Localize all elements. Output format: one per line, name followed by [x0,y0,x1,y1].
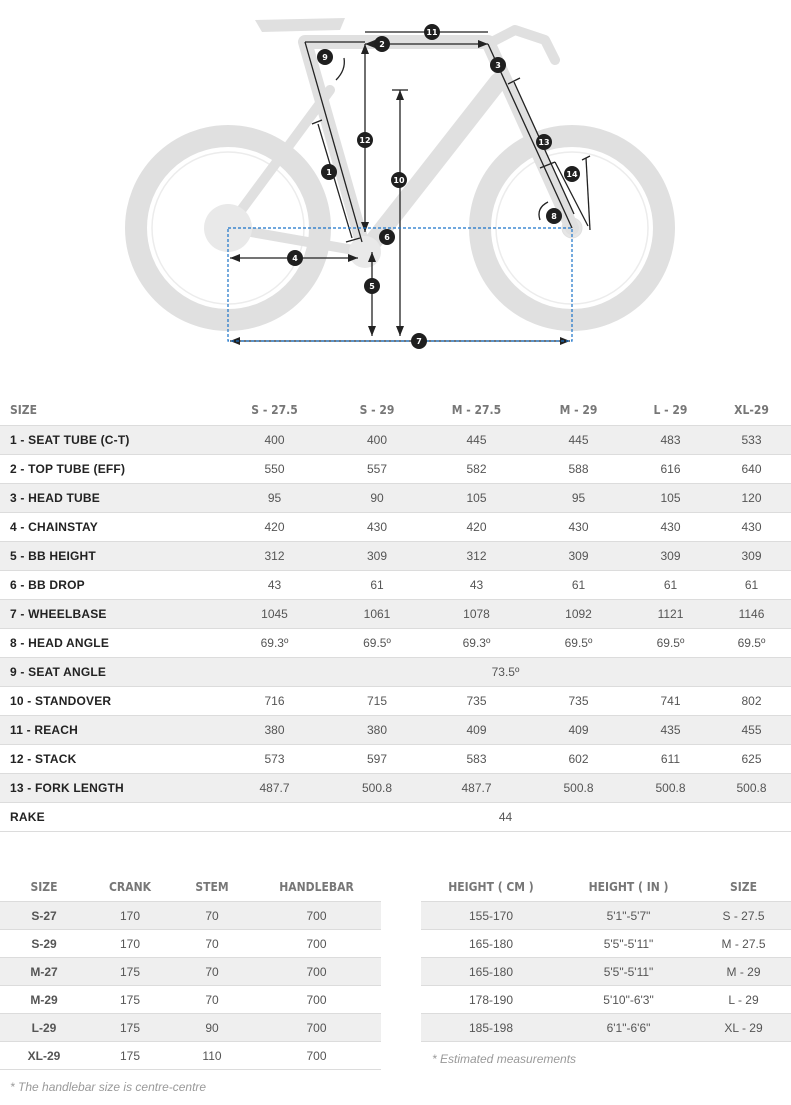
callout-12 [357,132,373,148]
estimated-measurements-note: * Estimated measurements [432,1052,577,1066]
components-row [0,958,381,986]
svg-text:7: 7 [416,337,422,346]
cell: M-29 [0,986,88,1014]
row-label: 8 - HEAD ANGLE [0,629,220,658]
cell: 611 [629,745,712,774]
cell: 445 [528,426,629,455]
callout-3 [490,57,506,73]
cell: 105 [629,484,712,513]
row-label: 4 - CHAINSTAY [0,513,220,542]
cell: 582 [425,455,528,484]
row-label: 1 - SEAT TUBE (C-T) [0,426,220,455]
cell: 185-198 [421,1014,561,1042]
header-s-27-5: S - 27.5 [251,403,298,417]
header-m-29: M - 29 [559,403,598,417]
cell: 175 [88,958,172,986]
geometry-diagram [0,0,791,352]
cell: 400 [220,426,329,455]
header-height-cm: HEIGHT ( CM ) [448,879,534,894]
header-stem: STEM [195,879,229,894]
geometry-row-bb-height [0,542,791,571]
cell: 90 [172,1014,252,1042]
fit-row [421,930,791,958]
cell: 43 [220,571,329,600]
cell: 640 [712,455,791,484]
cell: 735 [425,687,528,716]
cell: 61 [329,571,425,600]
header-s-29: S - 29 [359,403,395,417]
cell: 69.5º [629,629,712,658]
cell: 583 [425,745,528,774]
cell: S - 27.5 [696,902,791,930]
cell: 597 [329,745,425,774]
cell: 70 [172,958,252,986]
cell: 700 [252,930,381,958]
svg-text:1: 1 [326,168,332,177]
cell: 170 [88,902,172,930]
geometry-row-reach [0,716,791,745]
components-header-row [0,872,381,902]
cell: 170 [88,930,172,958]
cell: 409 [425,716,528,745]
callout-6 [379,229,395,245]
svg-text:8: 8 [551,212,557,221]
cell: 165-180 [421,958,561,986]
cell: 43 [425,571,528,600]
geometry-header-row [0,395,791,426]
geometry-row-chainstay [0,513,791,542]
cell: 420 [220,513,329,542]
geometry-row-bb-drop [0,571,791,600]
row-label: 7 - WHEELBASE [0,600,220,629]
header-height-in: HEIGHT ( IN ) [588,879,669,894]
cell: L-29 [0,1014,88,1042]
cell: 616 [629,455,712,484]
components-row [0,930,381,958]
cell: L - 29 [696,986,791,1014]
callout-8 [546,208,562,224]
geometry-row-seat-tube [0,426,791,455]
cell: 309 [712,542,791,571]
cell: 69.3º [425,629,528,658]
fit-row [421,958,791,986]
cell: 430 [528,513,629,542]
callout-4 [287,250,303,266]
cell: 700 [252,902,381,930]
cell: 61 [629,571,712,600]
cell: 550 [220,455,329,484]
row-label: RAKE [0,803,220,832]
svg-text:14: 14 [566,170,578,179]
header-xl-29: XL-29 [734,403,769,417]
components-row [0,986,381,1014]
callout-1 [321,164,337,180]
geometry-row-seat-angle [0,658,791,687]
cell: 309 [528,542,629,571]
cell: 120 [712,484,791,513]
cell: 69.5º [528,629,629,658]
cell: 420 [425,513,528,542]
cell: 380 [220,716,329,745]
row-label: 13 - FORK LENGTH [0,774,220,803]
cell: 1121 [629,600,712,629]
cell: 1092 [528,600,629,629]
svg-text:2: 2 [379,40,385,49]
geometry-row-fork-length [0,774,791,803]
cell: 700 [252,958,381,986]
geometry-row-head-angle [0,629,791,658]
geometry-row-stack [0,745,791,774]
geometry-row-head-tube [0,484,791,513]
callout-5 [364,278,380,294]
cell: 70 [172,930,252,958]
callout-14 [564,166,580,182]
cell: 73.5º [220,658,791,687]
cell: 175 [88,1014,172,1042]
cell: 5'1"-5'7" [561,902,696,930]
cell: 61 [712,571,791,600]
svg-text:11: 11 [426,28,438,37]
row-label: 12 - STACK [0,745,220,774]
cell: 430 [629,513,712,542]
svg-text:3: 3 [495,61,501,70]
svg-text:6: 6 [384,233,390,242]
cell: 309 [329,542,425,571]
cell: 95 [220,484,329,513]
cell: 380 [329,716,425,745]
cell: 430 [712,513,791,542]
geometry-row-top-tube [0,455,791,484]
svg-text:9: 9 [322,53,328,62]
callout-2 [374,36,390,52]
row-label: 2 - TOP TUBE (EFF) [0,455,220,484]
fit-row [421,1014,791,1042]
cell: S-29 [0,930,88,958]
header-crank: CRANK [109,879,151,894]
cell: 1146 [712,600,791,629]
callout-11 [424,24,440,40]
cell: 312 [425,542,528,571]
cell: 409 [528,716,629,745]
cell: 70 [172,986,252,1014]
cell: 716 [220,687,329,716]
cell: 573 [220,745,329,774]
cell: 5'10"-6'3" [561,986,696,1014]
cell: 69.5º [329,629,425,658]
header-handlebar: HANDLEBAR [279,879,354,894]
cell: 483 [629,426,712,455]
cell: 741 [629,687,712,716]
components-row [0,1042,381,1070]
cell: 5'5"-5'11" [561,930,696,958]
cell: 178-190 [421,986,561,1014]
cell: XL-29 [0,1042,88,1070]
cell: 700 [252,1014,381,1042]
header-m-27-5: M - 27.5 [451,403,502,417]
svg-text:13: 13 [538,138,550,147]
measurement-callouts [287,24,580,349]
header-size: SIZE [30,879,58,894]
cell: 500.8 [329,774,425,803]
row-label: 6 - BB DROP [0,571,220,600]
cell: 1078 [425,600,528,629]
callout-9 [317,49,333,65]
row-label: 10 - STANDOVER [0,687,220,716]
cell: M - 29 [696,958,791,986]
cell: 435 [629,716,712,745]
callout-7 [411,333,427,349]
cell: 588 [528,455,629,484]
cell: 455 [712,716,791,745]
geometry-row-standover [0,687,791,716]
cell: 69.5º [712,629,791,658]
svg-text:4: 4 [292,254,298,263]
cell: 70 [172,902,252,930]
svg-text:10: 10 [393,176,405,185]
fit-row [421,986,791,1014]
cell: 625 [712,745,791,774]
fit-row [421,902,791,930]
callout-13 [536,134,552,150]
cell: 1061 [329,600,425,629]
geometry-table [0,395,791,832]
cell: 1045 [220,600,329,629]
cell: 700 [252,986,381,1014]
cell: M-27 [0,958,88,986]
cell: 165-180 [421,930,561,958]
cell: 487.7 [220,774,329,803]
cell: 715 [329,687,425,716]
row-label: 3 - HEAD TUBE [0,484,220,513]
cell: 487.7 [425,774,528,803]
cell: 602 [528,745,629,774]
cell: 155-170 [421,902,561,930]
cell: 445 [425,426,528,455]
cell: 400 [329,426,425,455]
cell: 430 [329,513,425,542]
cell: 700 [252,1042,381,1070]
cell: 105 [425,484,528,513]
geometry-row-wheelbase [0,600,791,629]
row-label: 5 - BB HEIGHT [0,542,220,571]
cell: 61 [528,571,629,600]
cell: 44 [220,803,791,832]
cell: 175 [88,986,172,1014]
svg-text:12: 12 [359,136,371,145]
cell: 69.3º [220,629,329,658]
svg-text:5: 5 [369,282,375,291]
cell: 500.8 [712,774,791,803]
header-size: SIZE [730,879,757,894]
cell: S-27 [0,902,88,930]
cell: 312 [220,542,329,571]
cell: 309 [629,542,712,571]
cell: 500.8 [528,774,629,803]
cell: 110 [172,1042,252,1070]
cell: 735 [528,687,629,716]
components-table [0,872,381,1070]
callout-10 [391,172,407,188]
components-row [0,1014,381,1042]
cell: 175 [88,1042,172,1070]
header-size: SIZE [10,403,37,417]
cell: M - 27.5 [696,930,791,958]
cell: 95 [528,484,629,513]
fit-header-row [421,872,791,902]
cell: 557 [329,455,425,484]
row-label: 9 - SEAT ANGLE [0,658,220,687]
row-label: 11 - REACH [0,716,220,745]
cell: XL - 29 [696,1014,791,1042]
components-row [0,902,381,930]
cell: 500.8 [629,774,712,803]
cell: 802 [712,687,791,716]
size-fit-table [421,872,791,1042]
cell: 5'5"-5'11" [561,958,696,986]
cell: 533 [712,426,791,455]
header-l-29: L - 29 [653,403,688,417]
cell: 6'1"-6'6" [561,1014,696,1042]
geometry-row-rake [0,803,791,832]
handlebar-note: * The handlebar size is centre-centre [10,1080,207,1094]
cell: 90 [329,484,425,513]
